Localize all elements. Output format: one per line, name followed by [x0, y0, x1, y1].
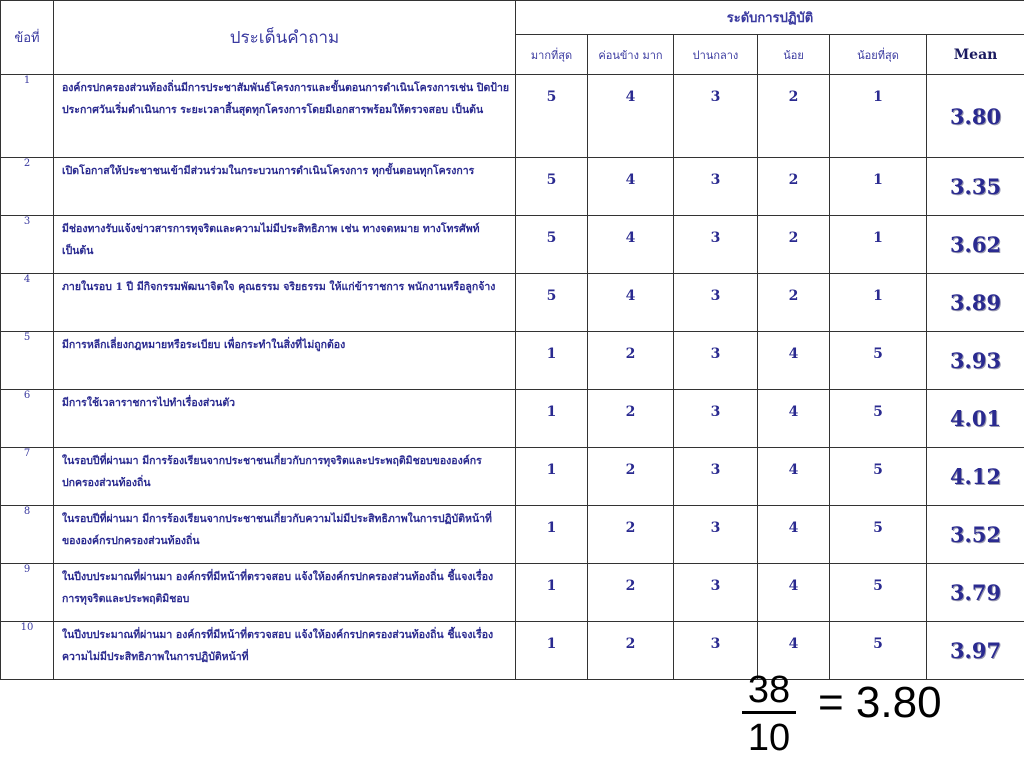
row-level-value: 1 — [516, 564, 588, 622]
table-row — [1, 216, 1024, 274]
row-level-value: 2 — [588, 332, 674, 390]
row-level-value: 1 — [830, 274, 927, 332]
table-row — [1, 506, 1024, 564]
fraction-numerator: 38 — [747, 669, 791, 711]
row-number: 5 — [1, 332, 54, 390]
row-mean: 3.35 — [927, 158, 1024, 216]
row-mean: 3.89 — [927, 274, 1024, 332]
row-level-value: 3 — [674, 564, 758, 622]
row-number: 1 — [1, 75, 54, 158]
row-level-value: 4 — [588, 274, 674, 332]
header-level-moderate: ปานกลาง — [674, 35, 758, 75]
row-level-value: 1 — [516, 390, 588, 448]
row-level-value: 4 — [758, 390, 830, 448]
row-level-value: 4 — [588, 158, 674, 216]
row-level-value: 1 — [516, 448, 588, 506]
row-number: 10 — [1, 622, 54, 680]
row-level-value: 3 — [674, 448, 758, 506]
row-question: มีการใช้เวลาราชการไปทำเรื่องส่วนตัว — [54, 390, 516, 448]
row-level-value: 5 — [830, 564, 927, 622]
fraction-bar — [742, 711, 796, 714]
row-level-value: 3 — [674, 216, 758, 274]
row-mean: 3.97 — [927, 622, 1024, 680]
table-row — [1, 564, 1024, 622]
row-number: 8 — [1, 506, 54, 564]
row-level-value: 5 — [830, 390, 927, 448]
row-level-value: 4 — [758, 564, 830, 622]
row-level-value: 1 — [830, 216, 927, 274]
row-number: 7 — [1, 448, 54, 506]
row-level-value: 3 — [674, 390, 758, 448]
summary-fraction — [738, 670, 800, 761]
row-level-value: 3 — [674, 506, 758, 564]
row-level-value: 5 — [516, 274, 588, 332]
row-level-value: 5 — [516, 75, 588, 158]
row-number: 2 — [1, 158, 54, 216]
row-question: ในปีงบประมาณที่ผ่านมา องค์กรที่มีหน้าที่ตรวจสอบ แจ้งให้องค์กรปกครองส่วนท้องถิ่น ชี้แจงเรื่องความไม่มีประสิทธิภาพในการปฏิบัติหน้าที่ — [54, 622, 516, 680]
row-level-value: 4 — [588, 216, 674, 274]
row-level-value: 1 — [830, 75, 927, 158]
row-level-value: 4 — [758, 506, 830, 564]
header-level-low: น้อย — [758, 35, 830, 75]
row-question: องค์กรปกครองส่วนท้องถิ่นมีการประชาสัมพันธ์โครงการและขั้นตอนการดำเนินโครงการเช่น ปิดป้ายประกาศวันเริ่มดำเนินการ ระยะเวลาสิ้นสุดทุกโครงการโดยมีเอกสารพร้อมให้ตรวจสอบ เป็นต้น — [54, 75, 516, 158]
row-mean: 3.62 — [927, 216, 1024, 274]
row-mean: 3.80 — [927, 75, 1024, 158]
row-question: ภายในรอบ 1 ปี มีกิจกรรมพัฒนาจิตใจ คุณธรรม จริยธรรม ให้แก่ข้าราชการ พนักงานหรือลูกจ้าง — [54, 274, 516, 332]
row-level-value: 2 — [588, 448, 674, 506]
table-row — [1, 332, 1024, 390]
row-level-value: 5 — [830, 332, 927, 390]
row-level-value: 4 — [758, 448, 830, 506]
row-number: 9 — [1, 564, 54, 622]
header-level-least: น้อยที่สุด — [830, 35, 927, 75]
header-question: ประเด็นคำถาม — [54, 1, 516, 75]
row-number: 6 — [1, 390, 54, 448]
row-level-value: 2 — [758, 158, 830, 216]
row-mean: 3.93 — [927, 332, 1024, 390]
row-level-value: 1 — [516, 506, 588, 564]
row-level-value: 2 — [588, 564, 674, 622]
row-level-value: 4 — [588, 75, 674, 158]
table-row — [1, 158, 1024, 216]
table-row — [1, 390, 1024, 448]
row-mean: 3.79 — [927, 564, 1024, 622]
table-row — [1, 75, 1024, 158]
header-level-most: มากที่สุด — [516, 35, 588, 75]
header-level-group: ระดับการปฏิบัติ — [516, 1, 1024, 35]
table-row — [1, 274, 1024, 332]
row-level-value: 3 — [674, 75, 758, 158]
row-level-value: 2 — [758, 274, 830, 332]
row-level-value: 2 — [758, 75, 830, 158]
table-row — [1, 448, 1024, 506]
row-question: ในรอบปีที่ผ่านมา มีการร้องเรียนจากประชาชนเกี่ยวกับการทุจริตและประพฤติมิชอบขององค์กรปกครองส่วนท้องถิ่น — [54, 448, 516, 506]
fraction-denominator: 10 — [747, 717, 791, 759]
row-level-value: 2 — [588, 390, 674, 448]
header-mean: Mean — [927, 35, 1024, 75]
row-question: เปิดโอกาสให้ประชาชนเข้ามีส่วนร่วมในกระบวนการดำเนินโครงการ ทุกขั้นตอนทุกโครงการ — [54, 158, 516, 216]
row-level-value: 1 — [516, 622, 588, 680]
row-level-value: 5 — [516, 216, 588, 274]
row-level-value: 1 — [516, 332, 588, 390]
row-question: มีช่องทางรับแจ้งข่าวสารการทุจริตและความไม่มีประสิทธิภาพ เช่น ทางจดหมาย ทางโทรศัพท์ เป็นต้น — [54, 216, 516, 274]
table-row — [1, 622, 1024, 680]
row-level-value: 3 — [674, 158, 758, 216]
row-level-value: 2 — [758, 216, 830, 274]
row-level-value: 4 — [758, 622, 830, 680]
row-level-value: 5 — [830, 506, 927, 564]
row-mean: 4.12 — [927, 448, 1024, 506]
row-level-value: 3 — [674, 332, 758, 390]
row-level-value: 5 — [516, 158, 588, 216]
row-level-value: 2 — [588, 622, 674, 680]
header-no: ข้อที่ — [1, 1, 54, 75]
row-level-value: 3 — [674, 274, 758, 332]
row-level-value: 5 — [830, 622, 927, 680]
row-question: ในรอบปีที่ผ่านมา มีการร้องเรียนจากประชาชนเกี่ยวกับความไม่มีประสิทธิภาพในการปฏิบัติหน้าที่ขององค์กรปกครองส่วนท้องถิ่น — [54, 506, 516, 564]
row-number: 3 — [1, 216, 54, 274]
row-mean: 4.01 — [927, 390, 1024, 448]
row-level-value: 5 — [830, 448, 927, 506]
row-question: ในปีงบประมาณที่ผ่านมา องค์กรที่มีหน้าที่ตรวจสอบ แจ้งให้องค์กรปกครองส่วนท้องถิ่น ชี้แจงเรื่องการทุจริตและประพฤติมิชอบ — [54, 564, 516, 622]
row-level-value: 2 — [588, 506, 674, 564]
row-level-value: 4 — [758, 332, 830, 390]
summary-result: = 3.80 — [818, 678, 942, 727]
header-level-fairly-high: ค่อนข้าง มาก — [588, 35, 674, 75]
row-mean: 3.52 — [927, 506, 1024, 564]
row-number: 4 — [1, 274, 54, 332]
row-question: มีการหลีกเลี่ยงกฎหมายหรือระเบียบ เพื่อกระทำในสิ่งที่ไม่ถูกต้อง — [54, 332, 516, 390]
row-level-value: 3 — [674, 622, 758, 680]
row-level-value: 1 — [830, 158, 927, 216]
